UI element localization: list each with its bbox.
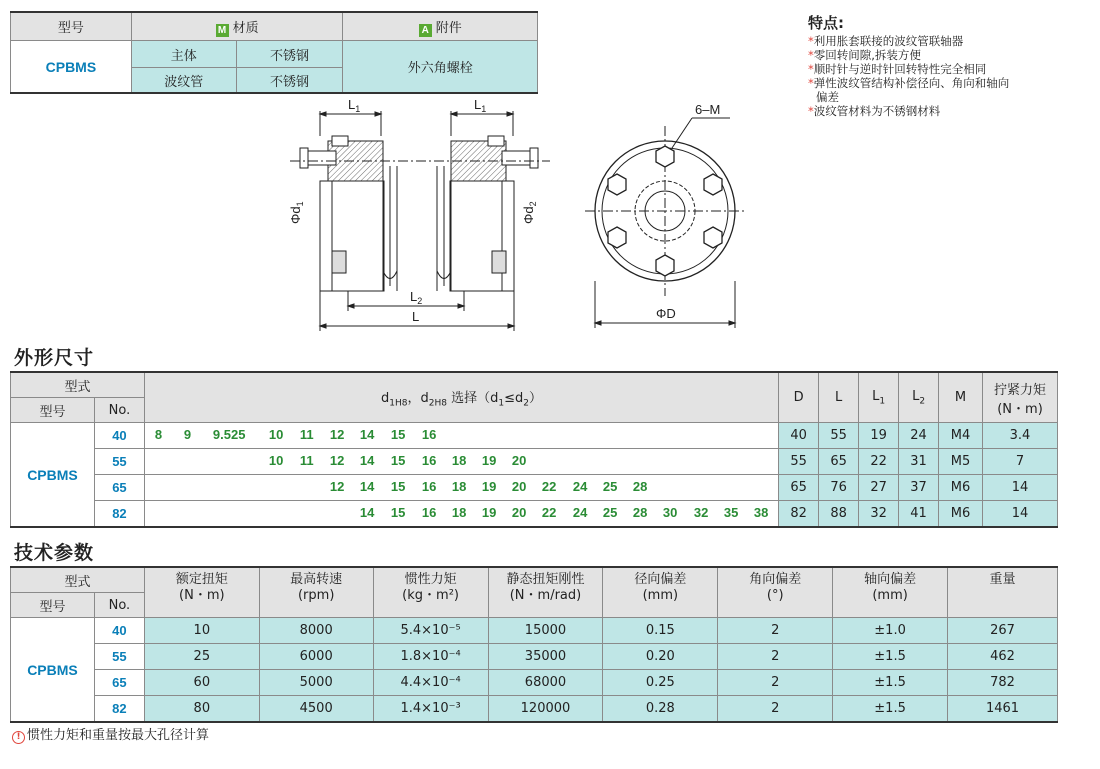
dims-L: 65 <box>819 449 859 475</box>
dims-h-M: M <box>939 372 983 423</box>
tech-cell: 15000 <box>488 618 603 644</box>
dims-D: 55 <box>779 449 819 475</box>
tech-cell: 25 <box>144 644 259 670</box>
tech-cell: ±1.5 <box>833 644 948 670</box>
footnote: ! 惯性力矩和重量按最大孔径计算 <box>12 724 209 744</box>
dim-d1: $\Phi d_1$ <box>288 201 305 224</box>
dims-h-L2: $L_2$ <box>899 372 939 423</box>
tech-h-col: 最高转速 (rpm) <box>259 567 373 618</box>
dims-no: 65 <box>94 475 144 501</box>
front-view <box>585 102 745 328</box>
features <box>808 12 1009 118</box>
dims-no: 55 <box>94 449 144 475</box>
tech-cell: 60 <box>144 670 259 696</box>
dims-L: 55 <box>819 423 859 449</box>
tech-h-col: 静态扭矩刚性 (N・m/rad) <box>488 567 603 618</box>
dims-L2: 24 <box>899 423 939 449</box>
features-title: 特点: <box>808 14 844 32</box>
tech-h-col: 额定扭矩 (N・m) <box>144 567 259 618</box>
tech-cell: 0.28 <box>603 696 718 723</box>
coupling-drawings <box>270 96 750 336</box>
dims-D: 82 <box>779 501 819 528</box>
dims-L: 76 <box>819 475 859 501</box>
tech-cell: 5000 <box>259 670 373 696</box>
tech-cell: 462 <box>948 644 1058 670</box>
tech-cell: 2 <box>718 644 833 670</box>
dims-h-no: No. <box>94 398 144 423</box>
tech-cell: ±1.0 <box>833 618 948 644</box>
accessory-tag-icon: A <box>419 24 432 37</box>
tech-cell: 2 <box>718 696 833 723</box>
spec-model: CPBMS <box>11 41 132 94</box>
feature-item: *零回转间隙,拆装方便 <box>808 48 921 62</box>
dims-no: 40 <box>94 423 144 449</box>
dims-torque: 14 <box>983 475 1058 501</box>
spec-header-model: 型号 <box>11 12 132 41</box>
dim-L: L <box>412 309 420 324</box>
dims-h-L1: $L_1$ <box>859 372 899 423</box>
dim-d2: $\Phi d_2$ <box>521 201 538 224</box>
spec-part: 主体 <box>131 41 236 68</box>
tech-cell: ±1.5 <box>833 696 948 723</box>
spec-header-accessory: A 附件 <box>343 12 538 41</box>
tech-cell: 1.4×10⁻³ <box>373 696 488 723</box>
tech-cell: 0.20 <box>603 644 718 670</box>
dims-h-bore-select: $d_{1H8}$，$d_{2H8}$ 选择$(d_1\le d_2)$ <box>144 372 778 423</box>
dims-L2: 41 <box>899 501 939 528</box>
dims-section-title: 外形尺寸 <box>14 347 95 369</box>
tech-cell: 80 <box>144 696 259 723</box>
tech-cell: 35000 <box>488 644 603 670</box>
tech-no: 55 <box>94 644 144 670</box>
feature-item: *弹性波纹管结构补偿径向、角向和轴向 <box>808 76 1010 90</box>
spec-material: 不锈钢 <box>236 41 343 68</box>
bore-options-65: 12 14 15 16 18 19 20 22 24 25 28 <box>144 475 778 501</box>
bore-options-55: 10 11 12 14 15 16 18 19 20 <box>144 449 778 475</box>
tech-cell: 1.8×10⁻⁴ <box>373 644 488 670</box>
feature-item: *顺时针与逆时针回转特性完全相同 <box>808 62 987 76</box>
dims-h-model: 型号 <box>11 398 95 423</box>
feature-item: *利用胀套联接的波纹管联轴器 <box>808 34 964 48</box>
tech-h-model: 型号 <box>11 593 95 618</box>
tech-h-col: 角向偏差 (°) <box>718 567 833 618</box>
bore-options-40: 8 9 9.525 10 11 12 14 15 16 <box>144 423 778 449</box>
dim-L1-left: $L_1$ <box>348 97 361 114</box>
tech-cell: 782 <box>948 670 1058 696</box>
tech-cell: 2 <box>718 670 833 696</box>
tech-cell: 6000 <box>259 644 373 670</box>
spec-material: 不锈钢 <box>236 68 343 94</box>
dims-L2: 37 <box>899 475 939 501</box>
spec-accessory: 外六角螺栓 <box>343 41 538 94</box>
dims-M: M5 <box>939 449 983 475</box>
tech-cell: 68000 <box>488 670 603 696</box>
dims-M: M6 <box>939 475 983 501</box>
tech-h-type: 型式 <box>11 567 145 593</box>
dims-torque: 7 <box>983 449 1058 475</box>
tech-cell: 1461 <box>948 696 1058 723</box>
tech-h-col: 径向偏差 (mm) <box>603 567 718 618</box>
dims-D: 40 <box>779 423 819 449</box>
dims-L2: 31 <box>899 449 939 475</box>
dims-L1: 27 <box>859 475 899 501</box>
tech-cell: 10 <box>144 618 259 644</box>
dims-h-type: 型式 <box>11 372 145 398</box>
dims-model: CPBMS <box>11 423 95 528</box>
dims-L: 88 <box>819 501 859 528</box>
tech-h-col: 惯性力矩 (kg・m²) <box>373 567 488 618</box>
dims-D: 65 <box>779 475 819 501</box>
tech-cell: 0.25 <box>603 670 718 696</box>
tech-cell: ±1.5 <box>833 670 948 696</box>
tech-cell: 4.4×10⁻⁴ <box>373 670 488 696</box>
spec-table <box>10 11 538 94</box>
tech-no: 65 <box>94 670 144 696</box>
dims-L1: 22 <box>859 449 899 475</box>
dims-no: 82 <box>94 501 144 528</box>
tech-cell: 8000 <box>259 618 373 644</box>
tech-table <box>10 566 1058 723</box>
dim-L2: $L_2$ <box>410 289 423 306</box>
dims-h-D: D <box>779 372 819 423</box>
spec-header-material: M 材质 <box>131 12 343 41</box>
feature-item: *波纹管材料为不锈钢材料 <box>808 104 941 118</box>
dims-h-L: L <box>819 372 859 423</box>
dims-h-torque: 拧紧力矩 (N・m) <box>983 372 1058 423</box>
warning-icon: ! <box>12 731 25 744</box>
tech-cell: 2 <box>718 618 833 644</box>
dims-torque: 3.4 <box>983 423 1058 449</box>
tech-h-col: 重量 <box>948 567 1058 618</box>
spec-part: 波纹管 <box>131 68 236 94</box>
tech-cell: 0.15 <box>603 618 718 644</box>
tech-h-no: No. <box>94 593 144 618</box>
dims-table <box>10 371 1058 528</box>
bore-options-82: 14 15 16 18 19 20 22 24 25 28 30 32 35 38 <box>144 501 778 528</box>
dim-6M: 6–M <box>695 102 721 117</box>
tech-cell: 5.4×10⁻⁵ <box>373 618 488 644</box>
dims-L1: 19 <box>859 423 899 449</box>
dims-M: M6 <box>939 501 983 528</box>
dim-L1-right: $L_1$ <box>474 97 487 114</box>
dims-L1: 32 <box>859 501 899 528</box>
tech-section-title: 技术参数 <box>14 542 95 564</box>
tech-cell: 267 <box>948 618 1058 644</box>
tech-h-col: 轴向偏差 (mm) <box>833 567 948 618</box>
material-tag-icon: M <box>216 24 229 37</box>
tech-cell: 4500 <box>259 696 373 723</box>
side-view <box>288 97 550 331</box>
feature-item-cont: 偏差 <box>816 90 839 104</box>
dim-D: ΦD <box>656 306 676 321</box>
tech-no: 82 <box>94 696 144 723</box>
tech-cell: 120000 <box>488 696 603 723</box>
dims-torque: 14 <box>983 501 1058 528</box>
tech-model: CPBMS <box>11 618 95 723</box>
tech-no: 40 <box>94 618 144 644</box>
dims-M: M4 <box>939 423 983 449</box>
